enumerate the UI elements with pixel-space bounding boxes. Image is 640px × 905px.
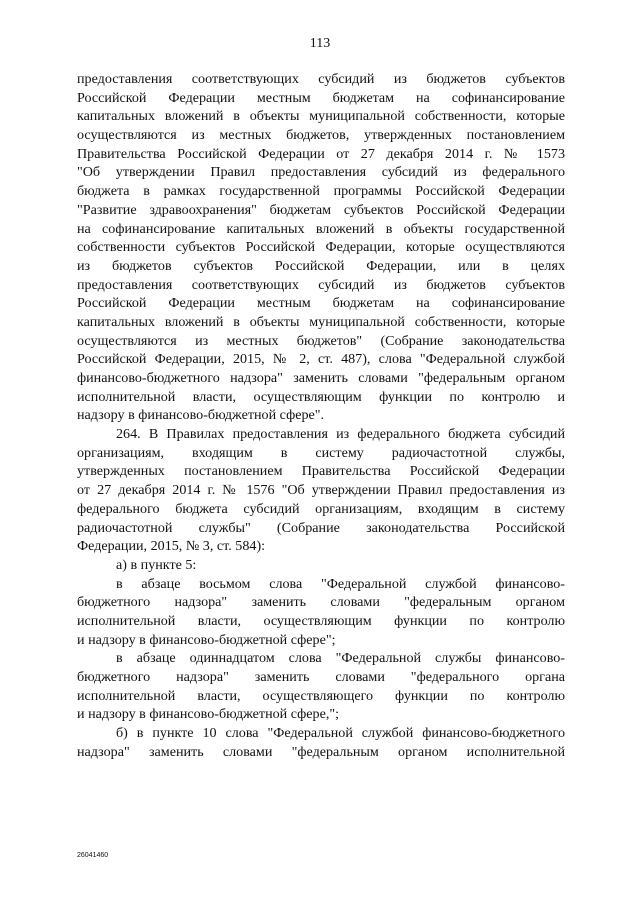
text-line: бюджета в рамках государственной программы Российской Федерации <box>77 183 565 200</box>
text-line: капитальных вложений в объекты муниципальной собственности, которые <box>77 313 565 330</box>
text-line: бюджетного надзора" заменить словами "федеральным органом <box>77 594 565 611</box>
text-line: и надзору в финансово-бюджетной сфере,"; <box>77 706 340 723</box>
text-line: Российской Федерации местным бюджетам на софинансирование <box>77 295 565 312</box>
text-line: федерального бюджета субсидий организациям, входящим в систему <box>77 500 565 517</box>
text-line: от 27 декабря 2014 г. № 1576 "Об утверждении Правил предоставления из <box>77 482 565 499</box>
text-line: б) в пункте 10 слова "Федеральной службой финансово-бюджетного <box>116 725 565 742</box>
text-line: Правительства Российской Федерации от 27 декабря 2014 г. № 1573 <box>77 145 565 162</box>
text-line: собственности субъектов Российской Федерации, которые осуществляются <box>77 239 565 256</box>
text-line: на софинансирование капитальных вложений в объекты государственной <box>77 220 565 237</box>
text-line: Российской Федерации, 2015, № 2, ст. 487), слова "Федеральной службой <box>77 351 565 368</box>
text-line: исполнительной власти, осуществляющим функции по контролю <box>77 612 565 629</box>
text-line: надзора" заменить словами "федеральным органом исполнительной <box>77 743 565 760</box>
text-line: Российской Федерации местным бюджетам на софинансирование <box>77 89 565 106</box>
text-line: радиочастотной службы" (Собрание законодательства Российской <box>77 519 565 536</box>
text-line: утвержденных постановлением Правительства Российской Федерации <box>77 463 565 480</box>
page-number: 113 <box>309 36 331 51</box>
text-line: в абзаце одиннадцатом слова "Федеральной службы финансово- <box>116 650 565 667</box>
text-line: исполнительной власти, осуществляющим функции по контролю и <box>77 388 565 405</box>
text-line: осуществляются из местных бюджетов, утвержденных постановлением <box>77 127 565 144</box>
text-line: предоставления соответствующих субсидий из бюджетов субъектов <box>77 276 565 293</box>
text-line: осуществляются из местных бюджетов" (Собрание законодательства <box>77 332 565 349</box>
text-line: надзору в финансово-бюджетной сфере". <box>77 407 325 424</box>
text-line: финансово-бюджетного надзора" заменить словами "федеральным органом <box>77 370 565 386</box>
text-line: 264. В Правилах предоставления из федерального бюджета субсидий <box>116 426 565 443</box>
text-line: в абзаце восьмом слова "Федеральной службой финансово- <box>116 575 565 592</box>
text-line: "Об утверждении Правил предоставления субсидий из федерального <box>77 164 565 181</box>
text-line: бюджетного надзора" заменить словами "федерального органа <box>77 669 565 685</box>
text-line: предоставления соответствующих субсидий из бюджетов субъектов <box>77 71 565 87</box>
text-line: капитальных вложений в объекты муниципальной собственности, которые <box>77 108 565 125</box>
text-line: организациям, входящим в систему радиочастотной службы, <box>77 444 565 461</box>
document-code: 26041460 <box>77 852 109 859</box>
text-line: исполнительной власти, осуществляющего функции по контролю <box>77 687 565 704</box>
text-line: из бюджетов субъектов Российской Федерации, или в целях <box>77 257 565 274</box>
text-line: Федерации, 2015, № 3, ст. 584): <box>77 538 266 555</box>
text-line: "Развитие здравоохранения" бюджетам субъектов Российской Федерации <box>77 201 565 218</box>
text-line: а) в пункте 5: <box>116 556 197 573</box>
text-line: и надзору в финансово-бюджетной сфере"; <box>77 631 336 648</box>
document-body <box>77 70 565 761</box>
